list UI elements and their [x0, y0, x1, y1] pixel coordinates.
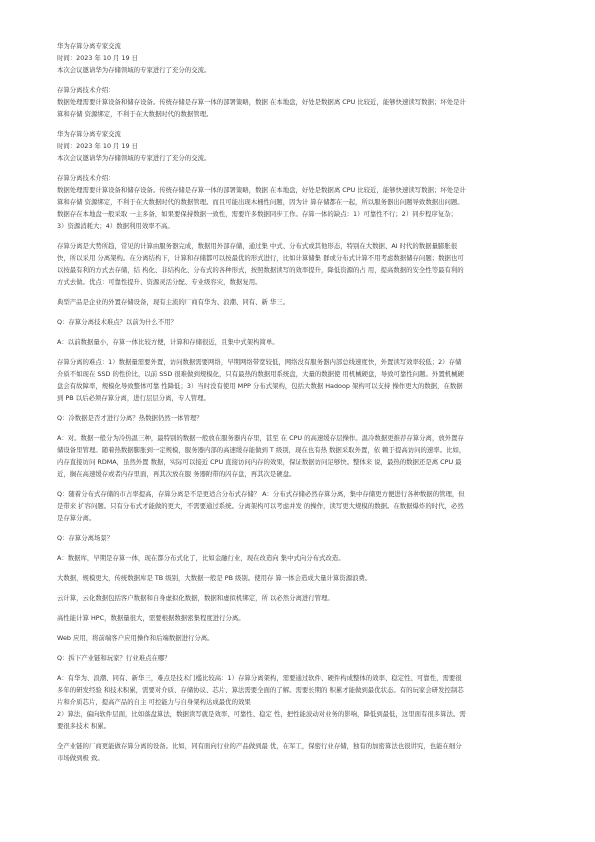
paragraph-line: 2）算法，偏向软件层面，比如落盘算法，数据读写就是效率、可靠性、稳定 性，把性能波动对业务的影响，降低到最低，这里面有很多算法。需: [57, 710, 466, 718]
paragraph-line: A：以前数据量小，存算一体比较方便，计算和存储很近，且集中式架构简单。: [57, 338, 279, 346]
section-heading: 存算分离技术介绍：: [57, 86, 115, 94]
paragraph-line: 是存算分离。: [57, 514, 96, 522]
qa-paragraph: [57, 316, 543, 328]
paragraph-line: 算和存储 资源绑定，不利于在大数据时代的数据管理。而且可能出现木桶性问题，因为计 算存储都在一起，所以服务器出问题导致数据出问题。: [57, 198, 464, 206]
paragraph-vendors: [57, 296, 543, 308]
paragraph-line: 片和介质芯片，提高产品的自主 可控能力与自身架构达成最优的效果: [57, 698, 251, 706]
paragraph-line: A：有华为、浪潮、同有、新华三，难点是技术门槛比较高：1）存算分离架构，需要通过软件、硬件构成整体的效率、稳定性、可靠性，需要很: [57, 674, 462, 682]
paragraph-line: 算和存储 资源绑定，不利于在大数据时代的数据管理。: [57, 110, 213, 118]
qa-paragraph: [57, 672, 543, 732]
paragraph-line: Q：随着分布式存储的市占率提高，存算分离是不是更适合分布式存储？ A：分布式存储必然存算分离，集中存储更方便进行各种数据的管理，但: [57, 490, 465, 498]
paragraph-line: Q：存算分离场景？: [57, 534, 114, 542]
paragraph-line: 典型产品是企业的外置存储设备，现有主流的厂商有华为、浪潮、同有、新 华三。: [57, 298, 290, 306]
qa-paragraph: [57, 412, 543, 424]
meeting-time: 时间：2023 年 10 月 19 日: [57, 54, 139, 62]
paragraph-line: 数据存在本地盘一般采取 一主多备，如果要保持数据一致性，需要许多数据同步工作。存算一体的缺点：1）可靠性不行；2）同步程序复杂；: [57, 210, 457, 218]
section-heading: 存算分离技术介绍：: [57, 174, 115, 182]
paragraph-line: 储设备里管理。随着热数据膨胀到一定规模，服务器内部的高速缓存能做到 T 级别，现在也有热 数据采取外置，依 赖于提高访问的速率。比如，: [57, 446, 466, 454]
qa-paragraph: [57, 740, 543, 764]
paragraph-line: 数据处理需要计算设备和储存设备。传统存储是存算一体的部署策略，数据 在本地盘，好处是数据离 CPU 比较近，能够快速读写数据；坏处是计: [57, 98, 466, 106]
paragraph-line: 盘会有故障率，规模化导致整体可靠 性降低；3）当时没有使用 MPP 分布式架构，包括大数据 Hadoop 架构可以支持 操作更大的数据，在数据: [57, 382, 463, 390]
paragraph-separation-trend: [57, 240, 543, 288]
paragraph-line: 是带来 扩容问题。只有分布式才能做的更大，不需要通过系统。分离架构可以考虑并发 的操作，读写更大规模的数据。在数据爆炸的时代，必然: [57, 502, 464, 510]
qa-paragraph: [57, 356, 543, 404]
paragraph-line: Web 应用，将前端客户应用操作和后端数据进行分离。: [57, 634, 214, 642]
paragraph-line: 要很多技术 积累。: [57, 722, 111, 730]
paragraph-line: 多年的研发经验 和技术积累，需要对介质、存储协议、芯片、算法需要全面的了解。需要长期的 积累才能做到最优状态。有的玩家会研发控制芯: [57, 686, 464, 694]
paragraph-line: Q：拆下产业链和玩家？行业难点在哪？: [57, 654, 171, 662]
paragraph-line: 到 PB 以后必须存算分离，进行层层分离，专人管理。: [57, 394, 210, 402]
qa-paragraph: [57, 572, 543, 584]
paragraph-line: 数据处理需要计算设备和储存设备。传统存储是存算一体的部署策略，数据 在本地盘，好处是数据离 CPU 比较近，能够快速读写数据；坏处是计: [57, 186, 466, 194]
meeting-title: 华为存算分离专家交流: [57, 130, 121, 138]
document-page: [57, 40, 543, 772]
paragraph-line: 全产业链的厂商更能做存算分离的设备。比如，同有面向行业的产品做到最 优，在军工，保密行业存储，独有的加密算法也很讲究，也能在细分: [57, 742, 462, 750]
paragraph-line: 存算分离的难点：1）数据量需要外置，访问数据需要网络，早期网络带宽较低，网络没有服务器内部总线速度快，外置读写效率较低；2）存储: [57, 358, 462, 366]
paragraph-line: 介质不如现在 SSD 的性价比，以前 SSD 很难做到规模化，只有最热的数据用系统盘，大量的数据使 用机械硬盘，导致可靠性问题。外置机械硬: [57, 370, 464, 378]
meeting-description: 本次会议邀请华为存储领域的专家进行了充分的交流。: [57, 154, 211, 162]
paragraph-line: 近，搁在高速缓存或者内存里面，再其次放在服 务器附带的闪存盘，再其次是硬盘。: [57, 470, 296, 478]
section-intro-1: [57, 84, 543, 120]
meeting-description: 本次会议邀请华为存储领域的专家进行了充分的交流。: [57, 66, 211, 74]
paragraph-line: Q：存算分离技术难点？以前为什么不用？: [57, 318, 178, 326]
qa-paragraph: [57, 532, 543, 544]
paragraph-line: 快，所以采用 分离架构。在分离结构下，计算和存储都可以按最优的形式进行，比如计算储集 群或分布式计算不用考虑数据储存问题；数据也可: [57, 254, 464, 262]
qa-paragraph: [57, 592, 543, 604]
meeting-header-2: [57, 128, 543, 164]
qa-paragraph: [57, 552, 543, 564]
meeting-title: 华为存算分离专家交流: [57, 42, 121, 50]
meeting-time: 时间：2023 年 10 月 19 日: [57, 142, 139, 150]
paragraph-line: 方式去做。优点：可靠性提升、资源灵活分配、专业级容灾，数据复用。: [57, 278, 262, 286]
qa-paragraph: [57, 612, 543, 624]
qa-paragraph: [57, 336, 543, 348]
paragraph-line: Q：冷数据是否才进行分离？热数据仍然一体管理？: [57, 414, 203, 422]
paragraph-line: A：对。数据一般分为冷热温三种，最特别的数据一般放在服务器内存里，甚至 在 CPU 的高速缓存层操作。温冷数据更推荐存算分离，放外置存: [57, 434, 464, 442]
paragraph-line: A：数据库，早期是存算一体，现在都分布式化了，比如金融行业，现在改造向 集中式向分布式改造。: [57, 554, 345, 562]
section-intro-2: [57, 172, 543, 232]
paragraph-line: 3）资源消耗大；4）数据利用效率不高。: [57, 222, 174, 230]
qa-paragraph: [57, 632, 543, 644]
paragraph-line: 以按最有利的方式去存储，结 构化、非结构化、分布式的各种形式，按照数据读写的效率提升，降低资源的占 用，提高数据的安全性等最有利的: [57, 266, 464, 274]
paragraph-line: 内存直接访问 RDMA，虽然外置 数据，实际可以接近 CPU 直接访问内存的效果，保证数据访问足够快。整体来 说，最热的数据还是离 CPU 最: [57, 458, 462, 466]
qa-paragraph: [57, 488, 543, 524]
qa-paragraph: [57, 432, 543, 480]
qa-paragraph: [57, 652, 543, 664]
paragraph-line: 云计算，云化数据包括客户数据和自身虚拟化数据，数据和虚拟机绑定，所 以必然分离进行管理。: [57, 594, 334, 602]
paragraph-line: 存算分离是大势所趋，常见的计算由服务器完成，数据用外部存储，通过集 中式、分布式或其他形态，特别在大数据、AI 时代的数据量膨胀很: [57, 242, 458, 250]
meeting-header-1: [57, 40, 543, 76]
paragraph-line: 市场做到极 致。: [57, 754, 104, 762]
qa-section: [57, 316, 543, 772]
paragraph-line: 高性能计算 HPC，数据量很大，需要根据数据密集程度进行分离。: [57, 614, 245, 622]
paragraph-line: 大数据，规模更大，传统数据库是 TB 级别，大数据一般是 PB 级别。使用存 算一体会造成大量计算资源浪费。: [57, 574, 372, 582]
